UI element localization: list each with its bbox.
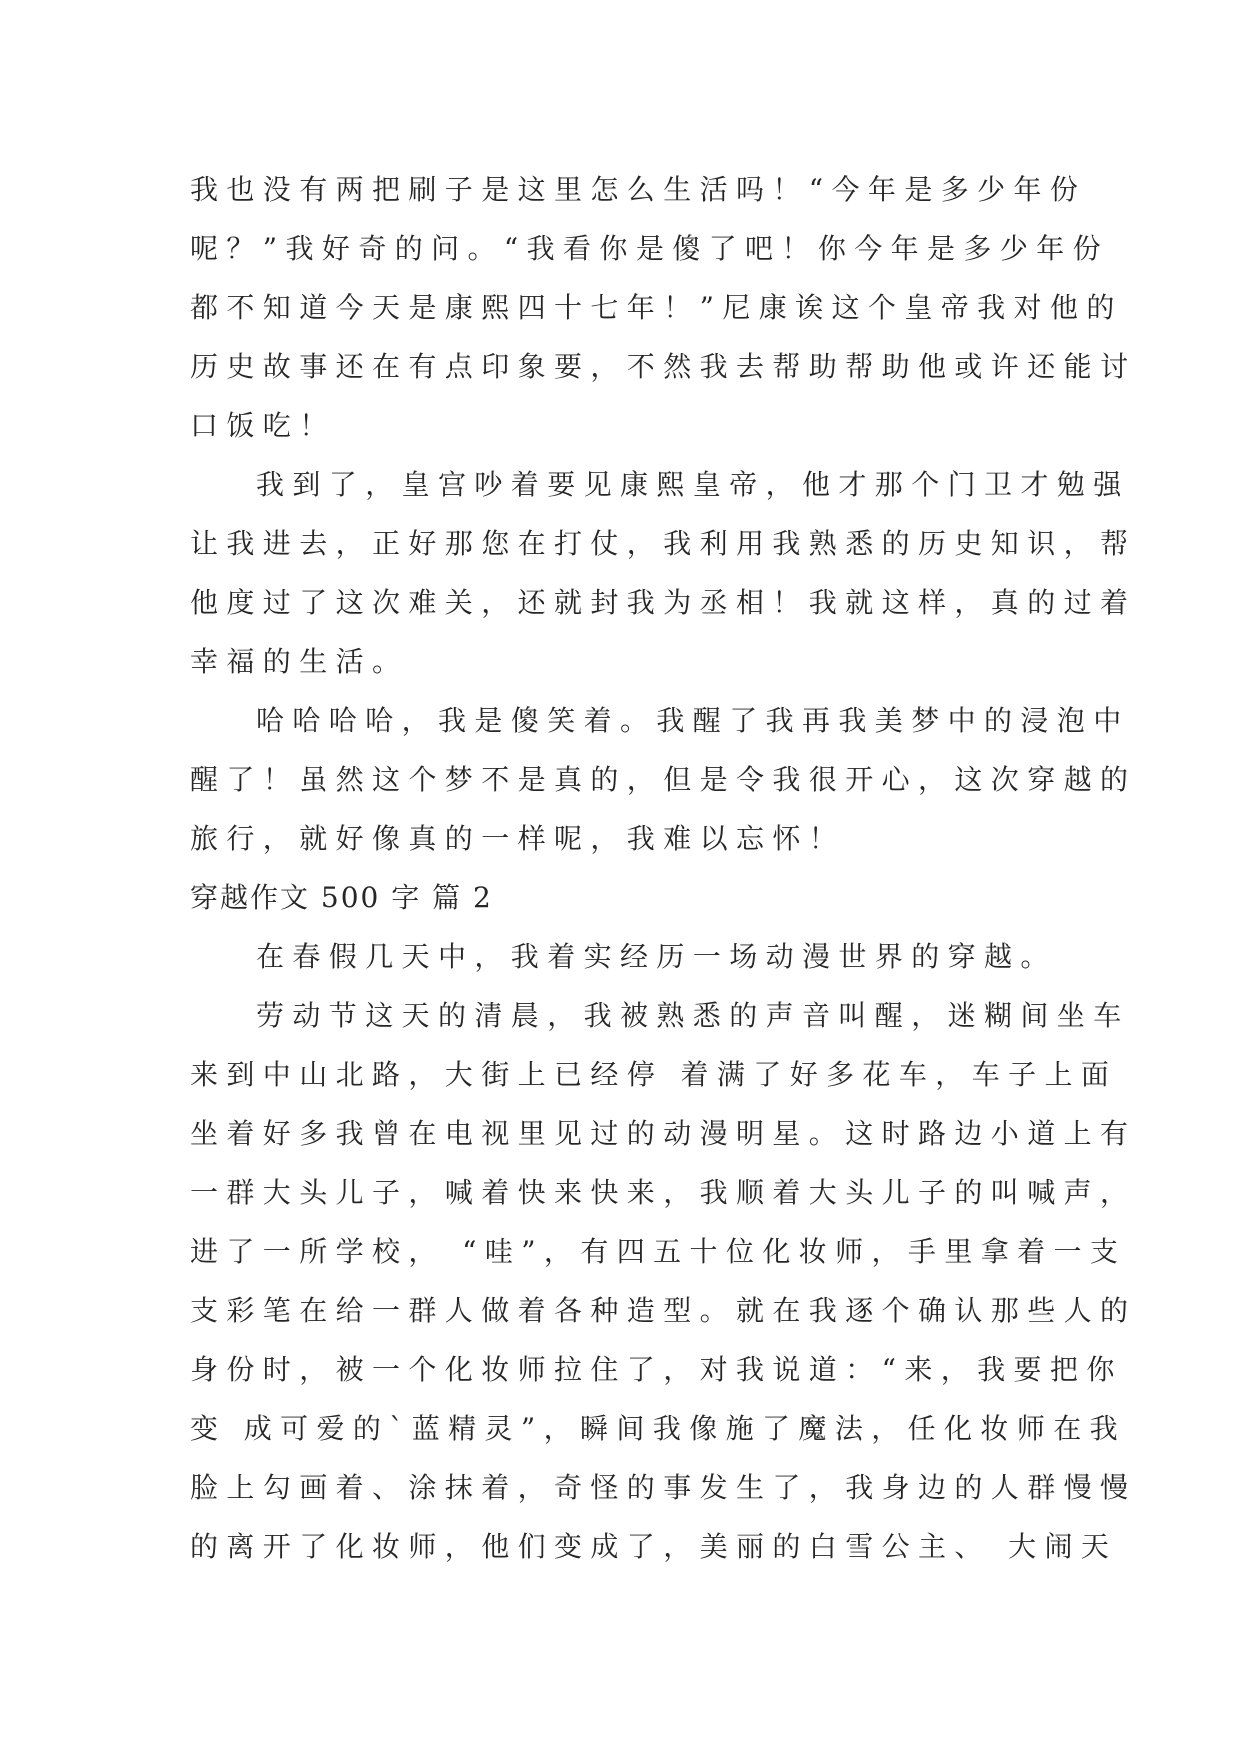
text-line: 让我进去，正好那您在打仗，我利用我熟悉的历史知识，帮 [190, 527, 1137, 560]
text-line: 呢？”我好奇的问。“我看你是傻了吧！你今年是多少年份 [190, 232, 1110, 265]
text-line: 脸上勾画着、涂抹着，奇怪的事发生了，我身边的人群慢慢 [190, 1471, 1137, 1504]
text-line: 劳动节这天的清晨，我被熟悉的声音叫醒，迷糊间坐车 [256, 999, 1130, 1032]
paragraph [190, 160, 1137, 455]
text-line: 醒了！虽然这个梦不是真的，但是令我很开心，这次穿越的 [190, 763, 1137, 796]
text-line: 幸福的生活。 [190, 645, 409, 678]
text-line: 身份时，被一个化妆师拉住了，对我说道：“来，我要把你 [190, 1353, 1123, 1386]
paragraph [190, 986, 1137, 1576]
text-line: 历史故事还在有点印象要，不然我去帮助帮助他或许还能讨 [190, 350, 1137, 383]
text-line: 他度过了这次难关，还就封我为丞相！我就这样，真的过着 [190, 586, 1137, 619]
text-line: 支彩笔在给一群人做着各种造型。就在我逐个确认那些人的 [190, 1294, 1137, 1327]
text-line: 在春假几天中，我着实经历一场动漫世界的穿越。 [256, 940, 1057, 973]
text-line: 口饭吃！ [190, 409, 336, 442]
text-line: 一群大头儿子，喊着快来快来，我顺着大头儿子的叫喊声， [190, 1176, 1137, 1209]
paragraph [190, 691, 1137, 868]
text-line: 变 成可爱的`蓝精灵”，瞬间我像施了魔法，任化妆师在我 [190, 1412, 1127, 1445]
text-line: 的离开了化妆师，他们变成了，美丽的白雪公主、 大闹天 [190, 1530, 1118, 1563]
text-line: 哈哈哈哈，我是傻笑着。我醒了我再我美梦中的浸泡中 [256, 704, 1130, 737]
text-line: 来到中山北路，大街上已经停 着满了好多花车，车子上面 [190, 1058, 1118, 1091]
document-body [190, 160, 1137, 1576]
paragraph [190, 455, 1137, 691]
text-line: 都不知道今天是康熙四十七年！”尼康诶这个皇帝我对他的 [190, 291, 1123, 324]
text-line: 进了一所学校， “哇”，有四五十位化妆师，手里拿着一支 [190, 1235, 1127, 1268]
text-line: 旅行，就好像真的一样呢，我难以忘怀！ [190, 822, 846, 855]
text-line: 坐着好多我曾在电视里见过的动漫明星。这时路边小道上有 [190, 1117, 1137, 1150]
paragraph [190, 927, 1060, 986]
text-line: 我到了，皇宫吵着要见康熙皇帝，他才那个门卫才勉强 [256, 468, 1130, 501]
section-heading: 穿越作文 500 字 篇 2 [190, 881, 493, 914]
text-line: 我也没有两把刷子是这里怎么生活吗！“今年是多少年份 [190, 173, 1087, 206]
